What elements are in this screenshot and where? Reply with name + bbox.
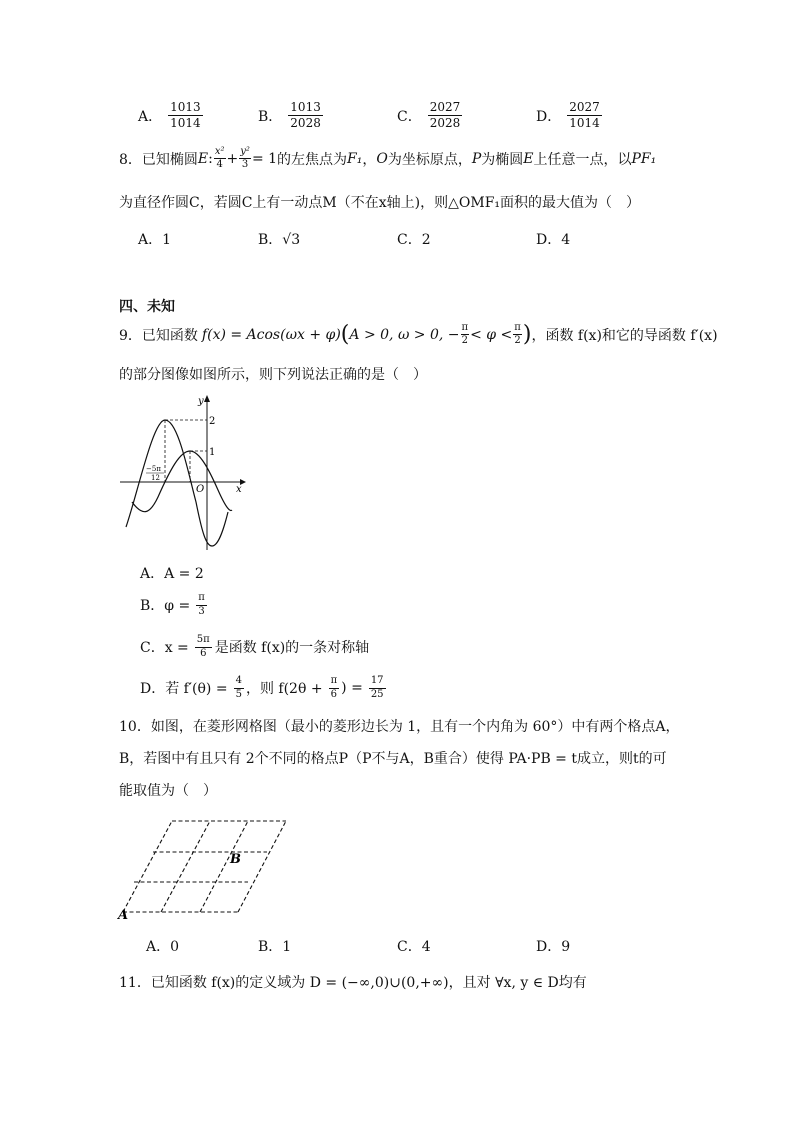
y-label: y [198,396,204,407]
q11-line1: 11．已知函数 f(x)的定义域为 D = (−∞,0)∪(0,+∞)，且对 ∀x, y ∈ D均有 [119,975,587,991]
q8-option-c: C．2 [397,232,431,248]
q9-line2: 的部分图像如图所示，则下列说法正确的是（ ） [119,367,427,383]
tick-2: 2 [209,416,216,427]
q7-option-b: B． $\frac{1013}{2028}$ [258,100,321,130]
q9-option-c: C．x = $\frac{5\pi}{6}$ 是函数 f(x)的一条对称轴 [140,634,370,659]
function-curve [132,451,232,512]
fraction: $\frac{2027}{1014}$ [569,100,600,130]
q7-option-d: D． $\frac{2027}{1014}$ [536,100,600,130]
derivative-curve [126,420,228,546]
function-graph [118,392,246,552]
point-b-label: B [230,852,241,867]
point-a-label: A [118,908,129,921]
q9-line1: 9．已知函数 f(x) = Acos(ωx + φ) ( A > 0, ω > 0, − $\frac{\pi}{2}$ < φ < π 2 ) ，函数 f(x)和它的导函数 f′(x) [119,322,718,347]
q10-option-d: D．9 [536,939,571,955]
q8-option-d: D．4 [536,232,571,248]
fraction: $\frac{2027}{2028}$ [429,100,461,130]
fraction: $\frac{1013}{1014}$ [170,100,201,130]
x-label: x [236,484,242,495]
q10-option-b: B．1 [258,939,292,955]
tick-1: 1 [209,447,216,458]
q10-line2: B，若图中有且只有 2个不同的格点P（P不与A，B重合）使得 PA·PB = t成立，则t的可 [119,751,667,767]
y-axis-arrow [204,395,210,402]
section-heading: 四、未知 [119,299,175,315]
q10-option-a: A．0 [146,939,180,955]
q8-line1: 8． 已知椭圆 E : x² 4 + $\frac{\text{y²}}{3}$ = 1 的左焦点为 F₁ ， O 为坐标原点， P 为椭圆 E 上任意一点，以 PF₁ [119,146,657,170]
q9-option-b: B．φ = $\frac{\pi}{3}$ [140,592,205,617]
q7-option-c: C． $\frac{2027}{2028}$ [397,100,461,130]
q10-line1: 10．如图，在菱形网格图（最小的菱形边长为 1，且有一个内角为 60°）中有两个格点A， [119,719,680,735]
q8-option-a: A．1 [138,232,172,248]
q7-option-a: A． $\frac{1013}{1014}$ [138,100,201,130]
q9-option-d: D．若 f′(θ) = $\frac{4}{5}$ ，则 f(2θ + $\frac{\pi}{6}$ ) = $\frac{17}{25}$ [140,675,384,700]
q8-option-b: B．√3 [258,232,301,248]
tick-neg-5pi: −5π [146,465,161,473]
q8-line2: 为直径作圆C，若圆C上有一动点M（不在x轴上)，则△OMF₁面积的最大值为（ ） [119,195,641,211]
q9-option-a: A．A = 2 [140,566,204,582]
rhombus-grid [116,815,294,921]
tick-12: 12 [151,474,160,482]
origin-label: O [196,484,205,495]
q10-option-c: C．4 [397,939,431,955]
fraction: $\frac{1013}{2028}$ [290,100,321,130]
q10-line3: 能取值为（ ） [119,783,217,799]
